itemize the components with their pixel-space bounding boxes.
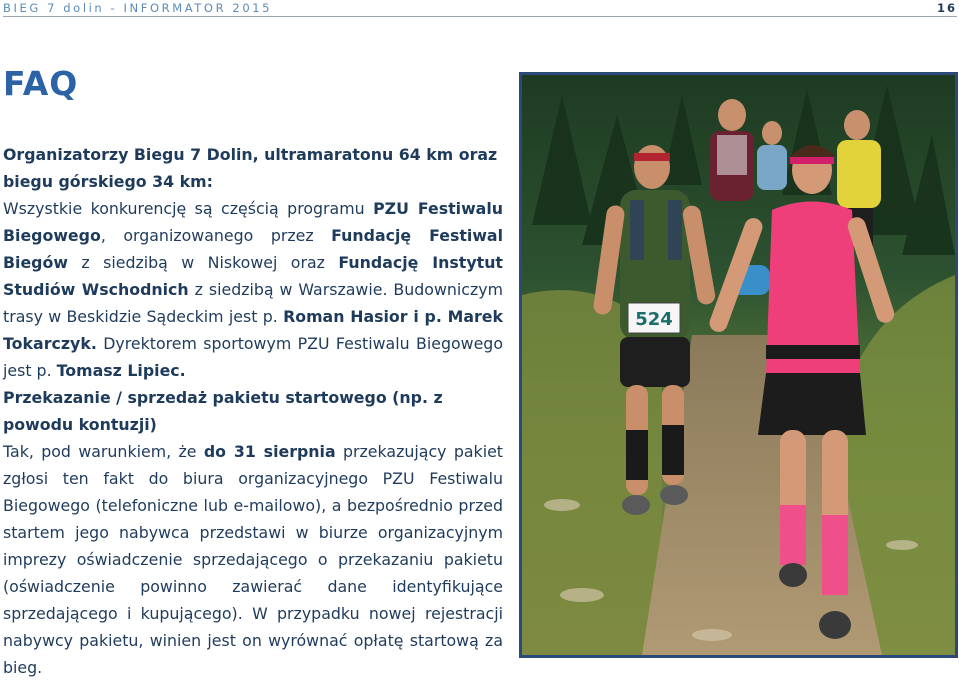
answer-bold: Tomasz Lipiec. bbox=[56, 361, 186, 380]
faq-question-organizers: Organizatorzy Biegu 7 Dolin, ultramaratonu 64 km oraz biegu górskiego 34 km: bbox=[3, 145, 498, 191]
answer-text: Tak, pod warunkiem, że bbox=[3, 442, 204, 461]
answer-text: Dyrektorem sportowym PZU Festiwalu Biegowego jest p. bbox=[3, 334, 503, 380]
answer-text: Wszystkie konkurencję są częścią programu bbox=[3, 199, 374, 218]
answer-text: przekazujący pakiet zgłosi ten fakt do biura organizacyjnego PZU Festiwalu Biegowego (telefoniczne lub e-mailowo), a bezpośrednio przed startem jego nabywca przedstawi w biurze organizacyjnym imprezy oświadczenie sprzedającego o przekazaniu pakietu (oświadczenie powinno zawierać dane identyfikujące sprzedającego i kupującego). W przypadku nowej rejestracji nabywcy pakietu, winien jest on wyrównać opłatę startową za bieg. bbox=[3, 442, 503, 677]
faq-text-column bbox=[3, 141, 503, 681]
runners-illustration bbox=[522, 75, 955, 655]
faq-answer-package-transfer bbox=[3, 438, 503, 681]
header-title: BIEG 7 dolin - INFORMATOR 2015 bbox=[3, 1, 273, 15]
answer-bold: PZU Festiwalu Biegowego bbox=[3, 199, 503, 245]
answer-bold: Roman Hasior i p. Marek Tokarczyk. bbox=[3, 307, 504, 353]
answer-text: , organizowanego przez bbox=[100, 226, 332, 245]
faq-answer-organizers bbox=[3, 195, 503, 384]
faq-title: FAQ bbox=[3, 64, 79, 103]
runners-photo bbox=[519, 72, 958, 658]
bib-number: 524 bbox=[635, 309, 673, 330]
answer-bold: Fundację Festiwal Biegów bbox=[3, 226, 503, 272]
answer-bold: do 31 sierpnia bbox=[203, 442, 336, 461]
faq-question-package-transfer: Przekazanie / sprzedaż pakietu startowego (np. z powodu kontuzji) bbox=[3, 388, 443, 434]
page-header bbox=[3, 0, 957, 17]
page-number: 16 bbox=[936, 1, 957, 15]
answer-bold: Fundację Instytut Studiów Wschodnich bbox=[3, 253, 503, 299]
answer-text: z siedzibą w Warszawie. Budowniczym trasy w Beskidzie Sądeckim jest p. bbox=[3, 280, 503, 326]
answer-text: z siedzibą w Niskowej oraz bbox=[67, 253, 339, 272]
